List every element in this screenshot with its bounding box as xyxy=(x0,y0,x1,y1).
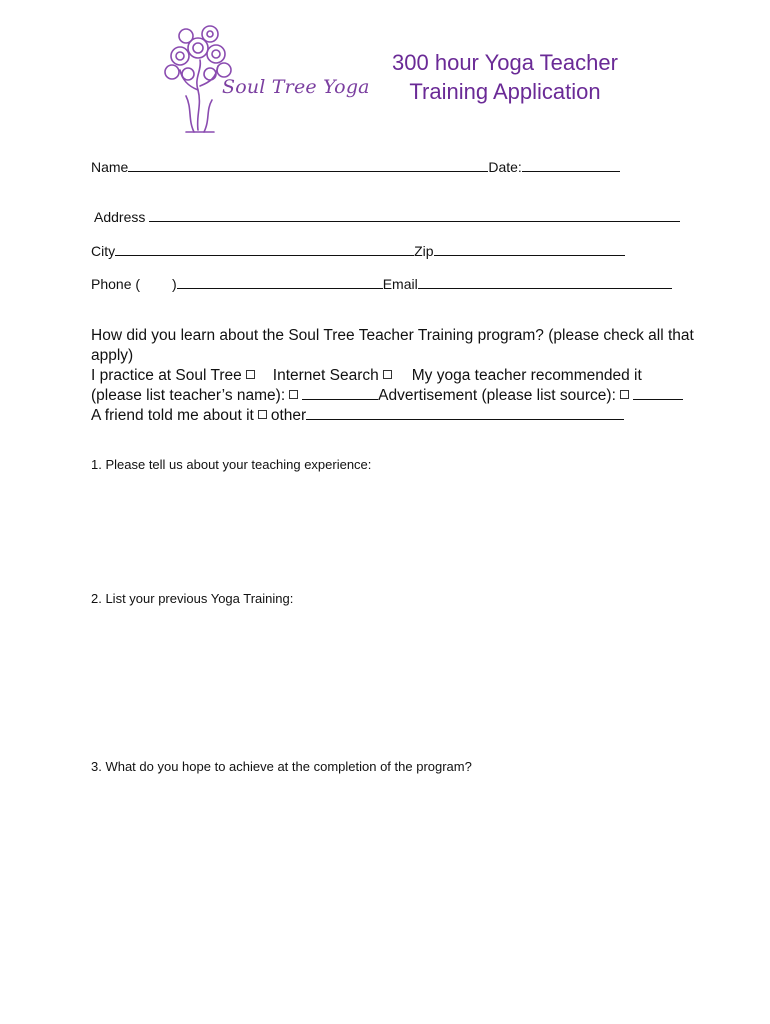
option-friend-label: A friend told me about it xyxy=(91,407,254,424)
option-other-label: other xyxy=(270,407,307,424)
referral-question xyxy=(91,326,694,426)
option-teacher-label: My yoga teacher recommended it xyxy=(411,367,642,384)
option-teacher-name-label: (please list teacher’s name): xyxy=(91,387,286,404)
referral-question-line-1: How did you learn about the Soul Tree Teacher Training program? (please check all that xyxy=(91,327,694,344)
name-date-row xyxy=(91,158,620,176)
logo-text: Soul Tree Yoga xyxy=(222,76,370,98)
option-practice-label: I practice at Soul Tree xyxy=(91,367,242,384)
address-field[interactable] xyxy=(149,208,680,222)
zip-label: Zip xyxy=(414,243,434,259)
option-teacher-checkbox[interactable] xyxy=(289,390,298,399)
title-line-1: 300 hour Yoga Teacher xyxy=(392,50,618,75)
ad-source-field[interactable] xyxy=(633,386,683,400)
zip-field[interactable] xyxy=(434,242,625,256)
phone-label-close: ) xyxy=(172,276,177,292)
city-field[interactable] xyxy=(115,242,414,256)
other-field[interactable] xyxy=(306,406,624,420)
city-zip-row xyxy=(91,242,625,260)
title-line-2: Training Application xyxy=(409,79,601,104)
option-friend-checkbox[interactable] xyxy=(258,410,267,419)
referral-options-row-3 xyxy=(91,406,691,426)
email-label: Email xyxy=(382,276,418,292)
name-label: Name xyxy=(91,159,129,175)
option-ad-checkbox[interactable] xyxy=(620,390,629,399)
page-title xyxy=(370,48,640,106)
city-label: City xyxy=(91,243,116,259)
referral-options-row-1 xyxy=(91,366,691,386)
question-2: 2. List your previous Yoga Training: xyxy=(91,591,294,606)
referral-options-row-2 xyxy=(91,386,691,406)
name-field[interactable] xyxy=(128,158,488,172)
option-ad-label: Advertisement (please list source): xyxy=(378,387,616,404)
phone-field[interactable] xyxy=(177,275,383,289)
option-internet-label: Internet Search xyxy=(272,367,379,384)
phone-label: Phone ( xyxy=(91,276,141,292)
question-1: 1. Please tell us about your teaching experience: xyxy=(91,457,372,472)
date-field[interactable] xyxy=(522,158,620,172)
soul-tree-logo xyxy=(158,20,370,138)
question-3: 3. What do you hope to achieve at the completion of the program? xyxy=(91,759,472,774)
address-row xyxy=(94,208,680,226)
option-practice-checkbox[interactable] xyxy=(246,370,255,379)
address-label: Address xyxy=(94,209,146,225)
phone-email-row xyxy=(91,275,672,293)
email-field[interactable] xyxy=(418,275,672,289)
date-label: Date: xyxy=(488,159,522,175)
referral-question-line-2: apply) xyxy=(91,347,134,364)
teacher-name-field[interactable] xyxy=(302,386,378,400)
option-internet-checkbox[interactable] xyxy=(383,370,392,379)
